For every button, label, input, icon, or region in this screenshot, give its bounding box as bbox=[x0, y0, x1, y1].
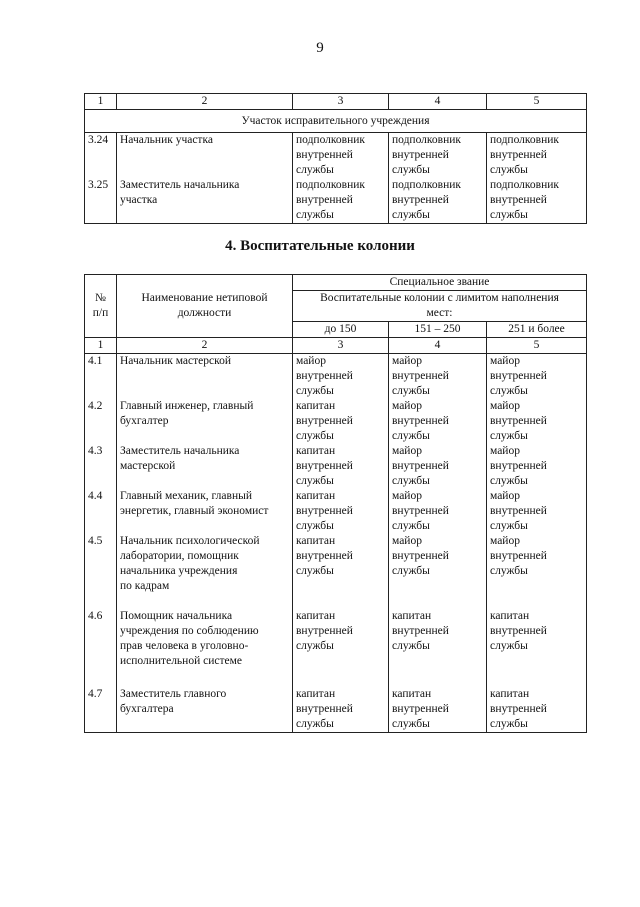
row-number: 3.24 bbox=[85, 133, 117, 179]
rank-cell: майор внутренней службы bbox=[487, 354, 587, 400]
rank-cell: майор внутренней службы bbox=[487, 399, 587, 444]
rank-cell: майор внутренней службы bbox=[389, 489, 487, 534]
header-special-rank: Специальное звание bbox=[293, 275, 587, 291]
rank-cell: майор внутренней службы bbox=[293, 354, 389, 400]
table-row bbox=[85, 534, 587, 609]
table-row bbox=[85, 178, 587, 224]
rank-cell: майор внутренней службы bbox=[487, 534, 587, 609]
column-number: 5 bbox=[487, 338, 587, 354]
row-number: 4.3 bbox=[85, 444, 117, 489]
row-number: 4.6 bbox=[85, 609, 117, 687]
row-number: 4.7 bbox=[85, 687, 117, 733]
column-number: 5 bbox=[487, 94, 587, 110]
table-row bbox=[85, 354, 587, 400]
table-correctional-section bbox=[84, 93, 587, 224]
rank-cell: майор внутренней службы bbox=[487, 444, 587, 489]
section-title: 4. Воспитательные колонии bbox=[225, 238, 415, 254]
column-number: 2 bbox=[117, 94, 293, 110]
row-number: 4.2 bbox=[85, 399, 117, 444]
rank-cell: майор внутренней службы bbox=[487, 489, 587, 534]
header-row bbox=[85, 275, 587, 291]
rank-cell: капитан внутренней службы bbox=[293, 489, 389, 534]
position-name: Главный инженер, главный бухгалтер bbox=[117, 399, 293, 444]
rank-cell: майор внутренней службы bbox=[389, 399, 487, 444]
table-row bbox=[85, 444, 587, 489]
position-name: Начальник участка bbox=[117, 133, 293, 179]
rank-cell: капитан внутренней службы bbox=[487, 687, 587, 733]
position-name: Заместитель начальника участка bbox=[117, 178, 293, 224]
table-row bbox=[85, 399, 587, 444]
rank-cell: подполковник внутренней службы bbox=[487, 178, 587, 224]
rank-cell: подполковник внутренней службы bbox=[293, 178, 389, 224]
header-number: № п/п bbox=[85, 275, 117, 338]
rank-cell: капитан внутренней службы bbox=[293, 687, 389, 733]
table-row bbox=[85, 687, 587, 733]
rank-cell: подполковник внутренней службы bbox=[293, 133, 389, 179]
rank-cell: капитан внутренней службы bbox=[293, 609, 389, 687]
row-number: 3.25 bbox=[85, 178, 117, 224]
position-name: Заместитель главного бухгалтера bbox=[117, 687, 293, 733]
position-name: Главный механик, главный энергетик, главный экономист bbox=[117, 489, 293, 534]
row-number: 4.5 bbox=[85, 534, 117, 609]
position-name: Помощник начальника учреждения по соблюдению прав человека в уголовно- исполнительной системе bbox=[117, 609, 293, 687]
page-number: 9 bbox=[316, 40, 324, 56]
rank-cell: капитан внутренней службы bbox=[293, 399, 389, 444]
rank-cell: подполковник внутренней службы bbox=[389, 133, 487, 179]
table-row bbox=[85, 609, 587, 687]
header-capacity-limit: Воспитательные колонии с лимитом наполнения мест: bbox=[293, 291, 587, 322]
section-label: Участок исправительного учреждения bbox=[85, 110, 587, 133]
header-up-to-150: до 150 bbox=[293, 322, 389, 338]
rank-cell: майор внутренней службы bbox=[389, 534, 487, 609]
table-educational-colonies bbox=[84, 274, 587, 733]
column-number: 3 bbox=[293, 338, 389, 354]
rank-cell: капитан внутренней службы bbox=[293, 444, 389, 489]
rank-cell: майор внутренней службы bbox=[389, 444, 487, 489]
column-number: 3 bbox=[293, 94, 389, 110]
position-name: Начальник мастерской bbox=[117, 354, 293, 400]
header-151-250: 151 – 250 bbox=[389, 322, 487, 338]
position-name: Заместитель начальника мастерской bbox=[117, 444, 293, 489]
row-number: 4.1 bbox=[85, 354, 117, 400]
rank-cell: капитан внутренней службы bbox=[293, 534, 389, 609]
column-number: 4 bbox=[389, 94, 487, 110]
column-number: 1 bbox=[85, 338, 117, 354]
rank-cell: подполковник внутренней службы bbox=[389, 178, 487, 224]
column-number: 1 bbox=[85, 94, 117, 110]
column-numbers-row bbox=[85, 338, 587, 354]
column-number: 4 bbox=[389, 338, 487, 354]
table-row bbox=[85, 133, 587, 179]
rank-cell: капитан внутренней службы bbox=[487, 609, 587, 687]
header-251-plus: 251 и более bbox=[487, 322, 587, 338]
row-number: 4.4 bbox=[85, 489, 117, 534]
rank-cell: капитан внутренней службы bbox=[389, 687, 487, 733]
table-row bbox=[85, 489, 587, 534]
rank-cell: майор внутренней службы bbox=[389, 354, 487, 400]
column-numbers-row bbox=[85, 94, 587, 110]
position-name: Начальник психологической лаборатории, помощник начальника учреждения по кадрам bbox=[117, 534, 293, 609]
rank-cell: подполковник внутренней службы bbox=[487, 133, 587, 179]
column-number: 2 bbox=[117, 338, 293, 354]
section-label-row bbox=[85, 110, 587, 133]
rank-cell: капитан внутренней службы bbox=[389, 609, 487, 687]
header-position-name: Наименование нетиповой должности bbox=[117, 275, 293, 338]
